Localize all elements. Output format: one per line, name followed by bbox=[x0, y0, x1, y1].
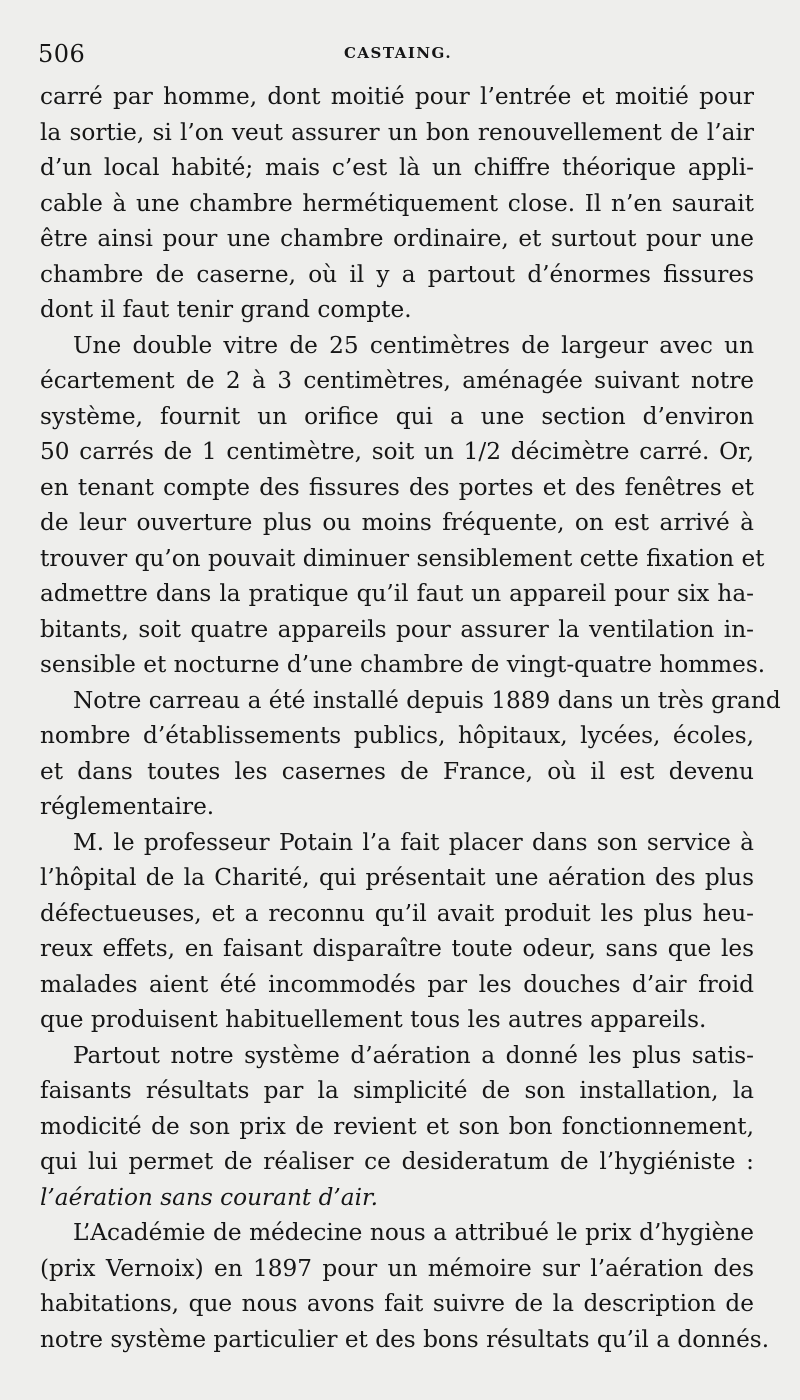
text-line: l’aération sans courant d’air. bbox=[40, 1183, 378, 1211]
text-line: cable à une chambre hermétiquement close. Il n’en saurait bbox=[40, 189, 754, 217]
text-line: et dans toutes les casernes de France, où il est devenu bbox=[40, 757, 754, 785]
text-line: bitants, soit quatre appareils pour assurer la ventilation in- bbox=[40, 615, 754, 643]
text-line: carré par homme, dont moitié pour l’entrée et moitié pour bbox=[40, 83, 754, 110]
paragraph bbox=[40, 825, 754, 1038]
running-title: CASTAING. bbox=[343, 44, 453, 62]
text-line: défectueuses, et a reconnu qu’il avait produit les plus heu- bbox=[40, 899, 754, 927]
text-line: Notre carreau a été installé depuis 1889 dans un très grand bbox=[73, 686, 781, 714]
text-line: M. le professeur Potain l’a fait placer dans son service à bbox=[73, 828, 754, 856]
text-line: l’hôpital de la Charité, qui présentait une aération des plus bbox=[40, 864, 754, 891]
text-line: que produisent habituellement tous les autres appareils. bbox=[40, 1006, 707, 1033]
paragraph bbox=[40, 683, 781, 825]
text-line: habitations, que nous avons fait suivre de la description de bbox=[40, 1290, 754, 1317]
text-line: écartement de 2 à 3 centimètres, aménagée suivant notre bbox=[40, 367, 754, 394]
text-line: être ainsi pour une chambre ordinaire, et surtout pour une bbox=[40, 225, 754, 252]
paragraph bbox=[40, 328, 766, 683]
text-line: sensible et nocturne d’une chambre de vingt-quatre hommes. bbox=[40, 651, 766, 678]
text-line: réglementaire. bbox=[40, 793, 215, 820]
paragraph bbox=[40, 79, 754, 328]
text-line: Partout notre système d’aération a donné les plus satis- bbox=[73, 1041, 754, 1069]
text-line: dont il faut tenir grand compte. bbox=[40, 296, 412, 323]
text-line: modicité de son prix de revient et son bon fonctionnement, bbox=[40, 1112, 754, 1140]
text-line: qui lui permet de réaliser ce desideratum de l’hygiéniste : bbox=[40, 1148, 754, 1175]
text-line: malades aient été incommodés par les douches d’air froid bbox=[40, 970, 754, 998]
paragraph bbox=[40, 1215, 770, 1357]
text-line: 50 carrés de 1 centimètre, soit un 1/2 décimètre carré. Or, bbox=[40, 438, 754, 465]
text-line: L’Académie de médecine nous a attribué le prix d’hygiène bbox=[73, 1219, 754, 1246]
text-line: admettre dans la pratique qu’il faut un appareil pour six ha- bbox=[40, 580, 754, 607]
text-line: en tenant compte des fissures des portes et des fenêtres et bbox=[40, 473, 754, 501]
text-line: de leur ouverture plus ou moins fréquente, on est arrivé à bbox=[40, 509, 754, 536]
page-number: 506 bbox=[38, 40, 86, 68]
text-line: reux effets, en faisant disparaître toute odeur, sans que les bbox=[40, 935, 754, 962]
text-line: système, fournit un orifice qui a une section d’environ bbox=[40, 402, 754, 430]
page-header bbox=[38, 40, 758, 70]
text-line: la sortie, si l’on veut assurer un bon renouvellement de l’air bbox=[40, 118, 754, 146]
text-line: notre système particulier et des bons résultats qu’il a donnés. bbox=[40, 1325, 770, 1353]
text-line: d’un local habité; mais c’est là un chiffre théorique appli- bbox=[40, 154, 754, 181]
text-line: Une double vitre de 25 centimètres de largeur avec un bbox=[73, 331, 754, 359]
paragraph bbox=[40, 1038, 754, 1216]
text-line: chambre de caserne, où il y a partout d’énormes fissures bbox=[40, 260, 754, 288]
text-line: faisants résultats par la simplicité de son installation, la bbox=[40, 1077, 754, 1104]
text-line: nombre d’établissements publics, hôpitaux, lycées, écoles, bbox=[40, 722, 754, 749]
text-line: trouver qu’on pouvait diminuer sensiblement cette fixation et bbox=[40, 544, 765, 572]
body-text bbox=[40, 79, 781, 1357]
text-line: (prix Vernoix) en 1897 pour un mémoire sur l’aération des bbox=[40, 1254, 754, 1282]
